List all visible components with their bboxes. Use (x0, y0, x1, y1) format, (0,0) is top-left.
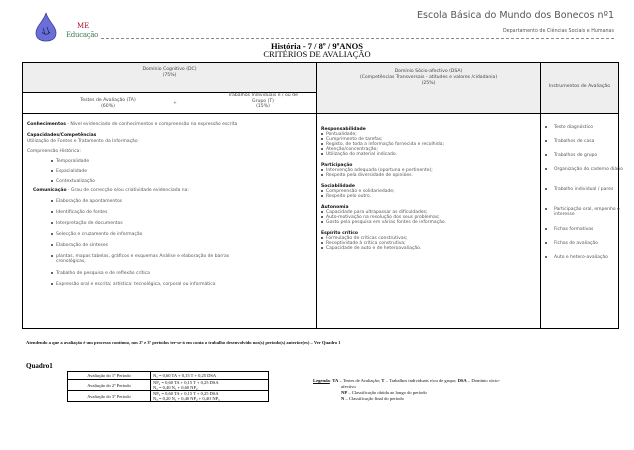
dsa-item: Respeito pela diversidade de opiniões. (321, 173, 413, 178)
bullet-icon (321, 143, 323, 145)
cognitive-domain-column (23, 63, 317, 328)
bullet-icon (51, 283, 53, 285)
cognitive-domain-header (23, 63, 316, 93)
dsa-item: Capacidade de auto e de heteroavaliação. (321, 246, 421, 251)
instruments-header: Instrumentos de Avaliação (541, 63, 618, 114)
bullet-icon (51, 180, 53, 182)
comunicacao-item: Interpretação de documentos (51, 221, 123, 227)
utilizacao-text: Utilização de Fontes e Tratamento da Informação (27, 139, 138, 144)
dsa-item: Formulação de críticas construtivas; (321, 236, 407, 241)
bullet-icon (51, 170, 53, 172)
bullet-icon (545, 126, 547, 128)
quadro-formula: NP₂ = 0,60 TA + 0,15 T + 0,25 DSA N₂ = 0,40 N₁ + 0,60 NP₂ (151, 380, 269, 391)
quadro-row (68, 372, 269, 380)
dsa-item: Intervenção adequada (oportuna e pertinente); (321, 168, 433, 173)
comunicacao-item: Identificação de fontes (51, 210, 107, 216)
instrument-item: Fichas de avaliação (545, 241, 616, 246)
school-name: Escola Básica do Mundo dos Bonecos nº1 (417, 10, 614, 21)
ta-label: Testes de Avaliação (TA) (80, 98, 136, 103)
dsa-item: Atenção/concentração; (321, 147, 378, 152)
quadro-period-label: Avaliação do 1º Período (68, 372, 151, 380)
instrument-item: Teste diagnóstico (545, 125, 616, 130)
dsa-item: Receptividade à crítica construtiva; (321, 241, 406, 246)
dsa-item: Capacidade para ultrapassar as dificuldades; (321, 210, 428, 215)
bullet-icon (51, 233, 53, 235)
department-name: Departamento de Ciências Sociais e Humanas (502, 29, 614, 34)
dsa-group-title: Participação (321, 163, 353, 168)
quadro-formula: NP₃ = 0,60 TA + 0,15 T + 0,25 DSA N₃ = 0,20 N₁ + 0,40 NP₂ + 0,4O NP₃ (151, 391, 269, 402)
compreensao-text: Compreensão Histórica: (27, 149, 81, 154)
school-drop-logo (34, 12, 58, 42)
comunicacao-item: Elaboração de apontamentos (51, 199, 122, 205)
bullet-icon (321, 133, 323, 135)
comunicacao-text: - Grau de correcção e/ou criatividade evidenciada na: (66, 188, 189, 193)
continuous-evaluation-note: Atendendo a que a avaliação é um processo contínuo, nos 2º e 3º períodos ter-se-á em conta o trabalho desenvolvido nos(s) período(s) anterior(es) – Ver Quadro 1 (26, 340, 341, 345)
bullet-icon (321, 169, 323, 171)
bullet-icon (321, 216, 323, 218)
comunicacao-title: Comunicação (33, 188, 67, 193)
criteria-table (22, 62, 623, 329)
quadro-title: Quadro1 (26, 362, 53, 370)
conhecimentos-title: Conhecimentos (27, 122, 66, 127)
bullet-icon (321, 153, 323, 155)
bullet-icon (545, 154, 547, 156)
instrument-item: Organização do caderno diário (545, 167, 616, 172)
bullet-icon (321, 174, 323, 176)
dsa-group-title: Autonomia (321, 205, 349, 210)
instrument-item: Trabalhos de casa (545, 139, 616, 144)
dc-subheader (23, 93, 316, 114)
legend-line-2: afectivo (341, 384, 356, 389)
instrument-item: Participação oral, empenho e interesse (545, 207, 616, 212)
bullet-icon (321, 221, 323, 223)
bullet-icon (51, 244, 53, 246)
ministry-education-logo (66, 22, 100, 42)
bullet-icon (321, 190, 323, 192)
bullet-icon (321, 247, 323, 249)
dsa-header-title: Domínio Sócio-afectivo (DSA) (394, 69, 463, 74)
document-subtitle: CRITÉRIOS DE AVALIAÇÃO (263, 49, 371, 59)
comunicacao-item: Trabalho de pesquisa e de reflexão crítica (51, 271, 150, 277)
dsa-header-pct: (25%) (421, 81, 436, 86)
comunicacao-item: Selecção e cruzamento de informação (51, 232, 142, 238)
instrument-item: Fichas formativas (545, 227, 616, 232)
bullet-icon (51, 222, 53, 224)
bullet-icon (545, 228, 547, 230)
bullet-icon (545, 140, 547, 142)
dsa-item: Compreensão e solidariedade; (321, 189, 395, 194)
comunicacao-item: Expressão oral e escrita; artística: tecnológica, corporal ou informática (51, 282, 216, 288)
legend-line-1: Legenda: TA – Testes de Avaliação; T – Trabalhos individuais e/ou de grupo; DSA – Domínio sócio- (313, 378, 501, 383)
legend (313, 378, 500, 402)
capacidades-title: Capacidades/Competências (27, 133, 97, 138)
instruments-column (541, 63, 623, 328)
dsa-item: Pontualidade; (321, 132, 357, 137)
bullet-icon (321, 242, 323, 244)
dsa-item: Auto-motivação na resolução dos seus problemas; (321, 215, 440, 220)
bullet-icon (321, 148, 323, 150)
compreensao-item: Espacialidade (51, 169, 87, 175)
dsa-group-title: Espírito crítico (321, 231, 358, 236)
ta-subheader (63, 98, 153, 109)
bullet-icon (545, 188, 547, 190)
dsa-group-title: Sociabilidade (321, 184, 355, 189)
dc-header-pct: (75%) (162, 73, 177, 78)
dsa-header-subtitle: (Competências Transversais - atitudes e valores /cidadania) (359, 75, 498, 80)
dc-header-title: Domínio Cognitivo (DC) (142, 67, 197, 72)
bullet-icon (321, 195, 323, 197)
ta-pct: (60%) (101, 103, 115, 109)
quadro-formula: N₁ = 0,60 TA + 0,15 T + 0,25 DSA (151, 372, 269, 380)
dsa-item: Cumprimento de tarefas; (321, 137, 383, 142)
header-divider (101, 38, 614, 39)
ministry-edu-text: Educação (66, 31, 99, 39)
plus-sign: + (173, 101, 177, 106)
dsa-item: Respeito pelo outro. (321, 194, 371, 199)
dsa-item: Gosto pela pesquisa em várias fontes de informação. (321, 220, 446, 225)
comunicacao-item: Elaboração de sínteses (51, 243, 108, 249)
t-label-2: Grupo (T) (252, 98, 274, 104)
socio-affective-domain-column (317, 63, 541, 328)
bullet-icon (321, 237, 323, 239)
bullet-icon (51, 255, 53, 257)
t-label-1: Trabalhos Individuais e / ou de (228, 93, 298, 98)
dsa-item: Utilização do material indicado. (321, 152, 397, 157)
bullet-icon (51, 200, 53, 202)
conhecimentos-text: - Nível evidenciado de conhecimentos e compreensão na expressão escrita (65, 122, 238, 127)
bullet-icon (545, 242, 547, 244)
quadro-row (68, 391, 269, 402)
legend-label: Legenda (313, 378, 330, 383)
comunicacao-item-continued: cronológicas, (56, 259, 86, 264)
document-title: História - 7 / 8º / 9ºANOS (270, 41, 364, 51)
legend-np: NP – Classificação obtida ao longo do período (341, 390, 427, 395)
bullet-icon (321, 211, 323, 213)
dsa-item: Registo, de toda a informação fornecida e recolhida; (321, 142, 444, 147)
compreensao-item: Temporalidade (51, 159, 89, 165)
compreensao-item: Contextualização (51, 179, 95, 185)
quadro-row (68, 380, 269, 391)
t-subheader (213, 93, 313, 110)
t-pct: (15%) (256, 104, 270, 109)
dsa-header (317, 63, 540, 114)
bullet-icon (545, 168, 547, 170)
bullet-icon (51, 160, 53, 162)
bullet-icon (51, 272, 53, 274)
bullet-icon (545, 256, 547, 258)
quadro-period-label: Avaliação do 2º Período (68, 380, 151, 391)
instrument-item: Trabalho individual / pares (545, 187, 616, 192)
instrument-item: Trabalhos de grupo (545, 153, 616, 158)
legend-n: N – Classificação final do período (341, 396, 404, 401)
quadro-period-label: Avaliação do 3º Período (68, 391, 151, 402)
instrument-item: Auto e hetero-avaliação (545, 255, 616, 260)
bullet-icon (545, 208, 547, 210)
bullet-icon (321, 138, 323, 140)
comunicacao-line (33, 188, 189, 194)
bullet-icon (51, 211, 53, 213)
dsa-group-title: Responsabilidade (321, 127, 366, 132)
ministry-mark: ME (77, 22, 90, 30)
conhecimentos-line (27, 122, 237, 128)
comunicacao-item: plantas, mapas tabelas, gráficos e esquemas Análise e elaboração de barras (51, 254, 229, 260)
quadro-table (67, 371, 269, 402)
